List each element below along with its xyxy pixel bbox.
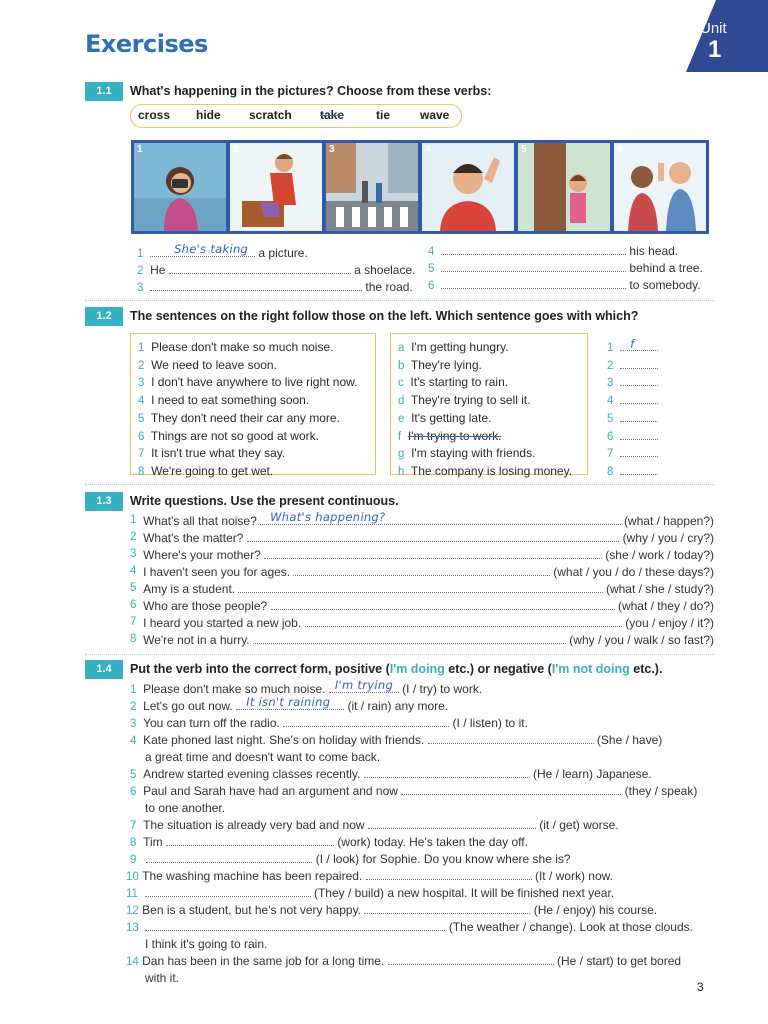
handwritten-answer: f: [630, 337, 635, 351]
list-item: 6 Things are not so good at work.: [138, 428, 319, 443]
list-item: 3 the road.: [137, 280, 413, 294]
list-item-continuation: a great time and doesn't want to come back.: [145, 750, 381, 764]
list-item: 5 Andrew started evening classes recently. (He / learn) Japanese.: [130, 767, 652, 781]
answer-blank[interactable]: [247, 531, 620, 542]
handwritten-answer: She's taking: [174, 242, 249, 256]
picture-number: 3: [329, 144, 335, 155]
picture-number: 4: [425, 144, 431, 155]
section-divider: [85, 654, 715, 656]
picture-number: 6: [617, 144, 623, 155]
list-item-continuation: to one another.: [145, 801, 226, 815]
answer-blank[interactable]: [428, 733, 594, 744]
list-item: 1 She's taking a picture.: [137, 242, 308, 260]
answer-blank[interactable]: [364, 767, 530, 778]
list-item: 8 Tim (work) today. He's taken the day off.: [130, 835, 528, 849]
list-item: 11 (They / build) a new hospital. It will be finished next year.: [126, 886, 615, 900]
list-item: 12 Ben is a student, but he's not very happy. (He / enjoy) his course.: [126, 903, 658, 917]
list-item: g I'm staying with friends.: [398, 446, 536, 461]
answer-blank[interactable]: [169, 263, 351, 274]
list-item: 8 We're not in a hurry. (why / you / walk / so fast?): [130, 633, 714, 647]
illustration-man-shoelace: [230, 143, 322, 231]
exercise-badge-1-3: 1.3: [85, 492, 123, 511]
list-item: 13 (The weather / change). Look at those clouds.: [126, 920, 693, 934]
list-item: e It's getting late.: [398, 410, 492, 425]
answer-blank[interactable]: [166, 835, 334, 846]
answer-blank[interactable]: [401, 784, 621, 795]
list-item: 2 We need to leave soon.: [138, 357, 277, 372]
answer-row: 8: [607, 463, 658, 481]
list-item: b They're lying.: [398, 357, 482, 372]
list-item-used: f I'm trying to work.: [398, 428, 502, 443]
exercise-heading-1-1: What's happening in the pictures? Choose from these verbs:: [130, 84, 492, 98]
list-item: h The company is losing money.: [398, 463, 573, 478]
exercise-badge-1-1: 1.1: [85, 82, 123, 101]
list-item: 6 Paul and Sarah have had an argument and now (they / speak): [130, 784, 698, 798]
list-item: 8 We're going to get wet.: [138, 463, 274, 478]
answer-blank[interactable]: [368, 818, 536, 829]
exercise-heading-1-3: Write questions. Use the present continuous.: [130, 494, 399, 508]
answer-blank[interactable]: [388, 954, 554, 965]
list-item: 7 I heard you started a new job. (you / enjoy / it?): [130, 616, 714, 630]
list-item: 4 Kate phoned last night. She's on holiday with friends. (She / have): [130, 733, 663, 747]
list-item: 1 Please don't make so much noise.: [138, 340, 334, 354]
verb-item: wave: [420, 108, 450, 122]
page-number: 3: [697, 980, 704, 994]
answer-blank[interactable]: [145, 920, 445, 931]
list-item: 2 Let's go out now. It isn't raining (it / rain) any more.: [130, 695, 449, 713]
right-sentence-list: [398, 339, 572, 481]
picture-5: [515, 140, 613, 234]
unit-label: Unit: [700, 20, 727, 37]
list-item: 10 The washing machine has been repaired. (It / work) now.: [126, 869, 613, 883]
list-item: 9 (I / look) for Sophie. Do you know where she is?: [130, 852, 571, 866]
picture-number: 2: [233, 144, 239, 155]
exercise-badge-1-2: 1.2: [85, 307, 123, 326]
answer-row: 7: [607, 445, 658, 463]
verb-item: scratch: [249, 108, 292, 122]
list-item: 2 What's the matter? (why / you / cry?): [130, 531, 714, 545]
exercise-badge-1-4: 1.4: [85, 660, 123, 679]
list-item: 5 They don't need their car any more.: [138, 410, 340, 425]
picture-2: [227, 140, 325, 234]
picture-number: 5: [521, 144, 527, 155]
page-title: Exercises: [85, 30, 208, 58]
verb-item: cross: [138, 108, 171, 122]
list-item: 3 Where's your mother? (she / work / today?): [130, 548, 714, 562]
answer-row: 6: [607, 428, 658, 446]
verb-item: tie: [376, 108, 391, 122]
illustration-girl-behind-tree: [518, 143, 610, 231]
answer-row: 4: [607, 392, 658, 410]
answer-row: 5: [607, 410, 658, 428]
verb-box: [130, 104, 462, 128]
verb-item-used: take: [320, 108, 345, 122]
answer-column: [607, 339, 658, 481]
unit-number: 1: [708, 36, 722, 63]
answer-blank[interactable]: [329, 678, 399, 693]
exercise-heading-1-4: Put the verb into the correct form, positive (I'm doing etc.) or negative (I'm not doing etc.).: [130, 662, 663, 676]
list-item: 1 What's all that noise? What's happening? (what / happen?): [130, 510, 714, 528]
left-sentence-list: [138, 339, 358, 481]
list-item-continuation: I think it's going to rain.: [145, 937, 268, 951]
answer-blank[interactable]: [236, 695, 344, 710]
list-item: 1 Please don't make so much noise. I'm trying (I / try) to work.: [130, 678, 483, 696]
answer-blank[interactable]: [620, 464, 658, 475]
list-item: 6 Who are those people? (what / they / do?): [130, 599, 714, 613]
list-item: 4 I need to eat something soon.: [138, 393, 310, 408]
picture-6: [611, 140, 709, 234]
answer-row: 2: [607, 357, 658, 375]
answer-blank[interactable]: [366, 869, 532, 880]
answer-blank[interactable]: [620, 429, 658, 440]
answer-blank[interactable]: [620, 337, 658, 351]
list-item: 6 to somebody.: [428, 278, 701, 292]
answer-blank[interactable]: [146, 852, 312, 863]
answer-blank[interactable]: [364, 903, 530, 914]
answer-blank[interactable]: [253, 633, 566, 644]
list-item: c It's starting to rain.: [398, 375, 509, 390]
section-divider: [85, 300, 715, 302]
answer-blank[interactable]: [293, 565, 549, 576]
answer-blank[interactable]: [271, 599, 615, 610]
illustration-people-crossing: [326, 143, 418, 231]
illustration-man-scratching-head: [422, 143, 514, 231]
list-item: a I'm getting hungry.: [398, 340, 509, 354]
list-item: 4 I haven't seen you for ages. (what / you / do / these days?): [130, 565, 714, 579]
handwritten-answer: What's happening?: [270, 510, 386, 524]
illustration-people-waving: [614, 143, 706, 231]
picture-number: 1: [137, 144, 143, 155]
handwritten-answer: It isn't raining: [246, 695, 331, 709]
section-divider: [85, 484, 715, 486]
answer-row: 1 f: [607, 339, 658, 357]
verb-item: hide: [196, 108, 221, 122]
handwritten-answer: I'm trying: [334, 678, 394, 692]
list-item: 14 Dan has been in the same job for a long time. (He / start) to get bored: [126, 954, 682, 968]
exercise-heading-1-2: The sentences on the right follow those on the left. Which sentence goes with which?: [130, 309, 639, 323]
answer-blank[interactable]: [283, 716, 449, 727]
answer-blank[interactable]: [441, 244, 626, 255]
list-item: 3 You can turn off the radio. (I / listen) to it.: [130, 716, 528, 730]
list-item-continuation: with it.: [145, 971, 180, 985]
list-item: 7 The situation is already very bad and now (it / get) worse.: [130, 818, 619, 832]
list-item: 4 his head.: [428, 244, 679, 258]
answer-blank[interactable]: [264, 548, 602, 559]
list-item: 7 It isn't true what they say.: [138, 446, 286, 461]
answer-blank[interactable]: [620, 446, 658, 457]
answer-row: 3: [607, 374, 658, 392]
answer-blank[interactable]: [620, 411, 658, 422]
list-item: 3 I don't have anywhere to live right now.: [138, 375, 358, 390]
picture-4: [419, 140, 517, 234]
illustration-woman-camera: [134, 143, 226, 231]
picture-3: [323, 140, 421, 234]
answer-blank[interactable]: [150, 280, 362, 291]
list-item: d They're trying to sell it.: [398, 393, 531, 408]
list-item: 5 Amy is a student. (what / she / study?): [130, 582, 714, 596]
answer-blank[interactable]: [620, 375, 658, 386]
picture-1: [131, 140, 229, 234]
answer-blank[interactable]: [441, 261, 626, 272]
answer-blank[interactable]: [305, 616, 622, 627]
answer-blank[interactable]: [441, 278, 626, 289]
answer-blank[interactable]: [238, 582, 602, 593]
answer-blank[interactable]: [620, 358, 658, 369]
list-item: 2 He a shoelace.: [137, 263, 416, 277]
unit-tab: [686, 0, 768, 72]
list-item: 5 behind a tree.: [428, 261, 703, 275]
answer-blank[interactable]: [145, 886, 311, 897]
answer-blank[interactable]: [620, 393, 658, 404]
